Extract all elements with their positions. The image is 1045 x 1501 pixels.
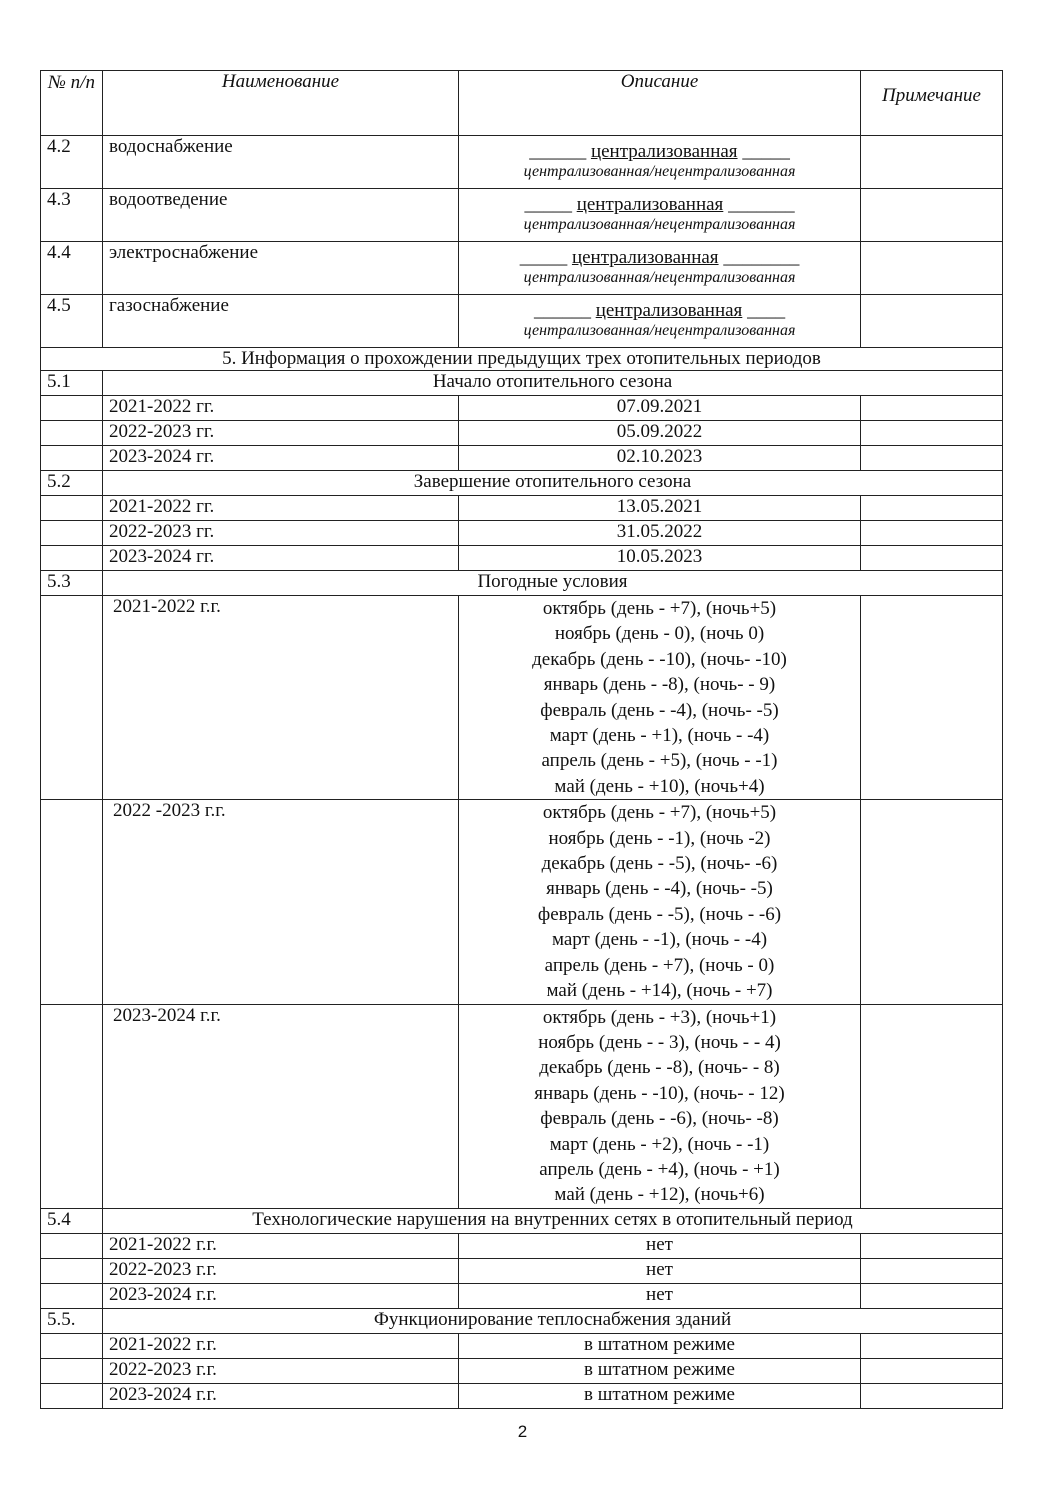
subsection-title: Начало отопительного сезона bbox=[103, 371, 1003, 396]
table-row bbox=[41, 1233, 1003, 1258]
section-5-title: 5. Информация о прохождении предыдущих трех отопительных периодов bbox=[41, 348, 1003, 371]
row-hint: централизованная/нецентрализованная bbox=[523, 269, 796, 286]
row-note bbox=[861, 295, 1003, 348]
row-value: нет bbox=[459, 1233, 861, 1258]
row-value: 31.05.2022 bbox=[459, 521, 861, 546]
weather-line: ноябрь (день - - 3), (ночь - - 4) bbox=[538, 1031, 781, 1053]
row-value: централизованная bbox=[590, 141, 738, 162]
weather-line: январь (день - -10), (ночь- - 12) bbox=[534, 1082, 785, 1104]
row-year: 2023-2024 г.г. bbox=[103, 1004, 459, 1208]
table-row bbox=[41, 295, 1003, 348]
header-num: № п/п bbox=[41, 71, 103, 136]
page-number: 2 bbox=[517, 1422, 528, 1441]
row-value: 02.10.2023 bbox=[459, 446, 861, 471]
subsection-row bbox=[41, 1308, 1003, 1333]
weather-line: май (день - +14), (ночь - +7) bbox=[546, 980, 773, 1002]
row-year: 2023-2024 г.г. bbox=[103, 1383, 459, 1408]
subsection-row bbox=[41, 471, 1003, 496]
subsection-row bbox=[41, 1208, 1003, 1233]
row-year: 2023-2024 гг. bbox=[103, 446, 459, 471]
weather-line: декабрь (день - -10), (ночь- -10) bbox=[532, 648, 787, 670]
row-value: централизованная bbox=[576, 194, 724, 215]
row-value: централизованная bbox=[571, 247, 719, 268]
table-row bbox=[41, 189, 1003, 242]
row-note bbox=[861, 136, 1003, 189]
row-description: ______ централизованная _____ централизованная/нецентрализованная bbox=[459, 136, 861, 189]
row-value: в штатном режиме bbox=[459, 1333, 861, 1358]
weather-line: февраль (день - -4), (ночь- -5) bbox=[540, 699, 779, 721]
weather-line: октябрь (день - +7), (ночь+5) bbox=[542, 802, 777, 824]
row-value: централизованная bbox=[595, 300, 743, 321]
row-year: 2022-2023 гг. bbox=[103, 521, 459, 546]
row-value: нет bbox=[459, 1283, 861, 1308]
weather-line: январь (день - -4), (ночь- -5) bbox=[546, 878, 773, 900]
row-value: в штатном режиме bbox=[459, 1358, 861, 1383]
weather-list bbox=[459, 1004, 861, 1208]
table-row bbox=[41, 496, 1003, 521]
row-note bbox=[861, 189, 1003, 242]
weather-line: апрель (день - +7), (ночь - 0) bbox=[544, 954, 775, 976]
weather-line: октябрь (день - +7), (ночь+5) bbox=[542, 598, 777, 619]
weather-row bbox=[41, 1004, 1003, 1208]
row-description: _____ централизованная ________ централизованная/нецентрализованная bbox=[459, 242, 861, 295]
row-year: 2022-2023 г.г. bbox=[103, 1258, 459, 1283]
weather-line: март (день - +1), (ночь - -4) bbox=[549, 725, 770, 747]
row-value: нет bbox=[459, 1258, 861, 1283]
table-row bbox=[41, 1383, 1003, 1408]
row-year: 2022-2023 г.г. bbox=[103, 1358, 459, 1383]
subsection-row bbox=[41, 371, 1003, 396]
weather-line: май (день - +10), (ночь+4) bbox=[554, 775, 765, 797]
weather-line: апрель (день - +5), (ночь - -1) bbox=[541, 750, 778, 772]
row-year: 2021-2022 г.г. bbox=[103, 1333, 459, 1358]
weather-line: март (день - -1), (ночь - -4) bbox=[551, 929, 768, 951]
subsection-row bbox=[41, 571, 1003, 596]
table-header-row bbox=[41, 71, 1003, 136]
row-num: 4.2 bbox=[41, 136, 103, 189]
table-row bbox=[41, 1358, 1003, 1383]
table-row bbox=[41, 446, 1003, 471]
row-hint: централизованная/нецентрализованная bbox=[523, 163, 796, 180]
row-name: водоотведение bbox=[103, 189, 459, 242]
row-year: 2022 -2023 г.г. bbox=[103, 800, 459, 1004]
row-name: газоснабжение bbox=[103, 295, 459, 348]
row-num: 4.5 bbox=[41, 295, 103, 348]
row-value: 10.05.2023 bbox=[459, 546, 861, 571]
row-year: 2021-2022 гг. bbox=[103, 496, 459, 521]
weather-line: февраль (день - -5), (ночь - -6) bbox=[537, 903, 782, 925]
row-description: _____ централизованная _______ централизованная/нецентрализованная bbox=[459, 189, 861, 242]
row-hint: централизованная/нецентрализованная bbox=[523, 216, 796, 233]
weather-line: ноябрь (день - -1), (ночь -2) bbox=[548, 827, 771, 849]
subsection-num: 5.4 bbox=[41, 1208, 103, 1233]
row-year: 2023-2024 г.г. bbox=[103, 1283, 459, 1308]
header-name: Наименование bbox=[103, 71, 459, 136]
subsection-num: 5.5. bbox=[41, 1308, 103, 1333]
row-year: 2021-2022 г.г. bbox=[103, 1233, 459, 1258]
table-row bbox=[41, 1283, 1003, 1308]
row-value: 13.05.2021 bbox=[459, 496, 861, 521]
row-year: 2021-2022 гг. bbox=[103, 396, 459, 421]
subsection-num: 5.1 bbox=[41, 371, 103, 396]
weather-line: февраль (день - -6), (ночь- -8) bbox=[540, 1108, 779, 1130]
row-description: ______ централизованная ____ централизованная/нецентрализованная bbox=[459, 295, 861, 348]
weather-list bbox=[459, 596, 861, 800]
weather-line: март (день - +2), (ночь - -1) bbox=[549, 1133, 770, 1155]
subsection-num: 5.3 bbox=[41, 571, 103, 596]
table-row bbox=[41, 136, 1003, 189]
row-name: электроснабжение bbox=[103, 242, 459, 295]
section-title-row bbox=[41, 348, 1003, 371]
row-name: водоснабжение bbox=[103, 136, 459, 189]
row-note bbox=[861, 242, 1003, 295]
table-row bbox=[41, 421, 1003, 446]
header-note: Примечание bbox=[861, 71, 1003, 136]
weather-line: октябрь (день - +3), (ночь+1) bbox=[542, 1006, 777, 1028]
weather-line: ноябрь (день - 0), (ночь 0) bbox=[554, 623, 765, 645]
table-row bbox=[41, 546, 1003, 571]
info-table bbox=[40, 70, 1003, 1409]
weather-row bbox=[41, 596, 1003, 800]
row-value: 05.09.2022 bbox=[459, 421, 861, 446]
row-year: 2022-2023 гг. bbox=[103, 421, 459, 446]
subsection-title: Технологические нарушения на внутренних сетях в отопительный период bbox=[103, 1208, 1003, 1233]
row-num: 4.3 bbox=[41, 189, 103, 242]
row-year: 2023-2024 гг. bbox=[103, 546, 459, 571]
weather-line: декабрь (день - -8), (ночь- - 8) bbox=[539, 1057, 780, 1079]
subsection-title: Завершение отопительного сезона bbox=[103, 471, 1003, 496]
row-value: 07.09.2021 bbox=[459, 396, 861, 421]
subsection-title: Погодные условия bbox=[103, 571, 1003, 596]
weather-line: декабрь (день - -5), (ночь- -6) bbox=[541, 853, 778, 875]
subsection-title: Функционирование теплоснабжения зданий bbox=[103, 1308, 1003, 1333]
row-year: 2021-2022 г.г. bbox=[103, 596, 459, 800]
weather-row bbox=[41, 800, 1003, 1004]
row-hint: централизованная/нецентрализованная bbox=[523, 322, 796, 339]
weather-line: январь (день - -8), (ночь- - 9) bbox=[543, 674, 776, 696]
subsection-num: 5.2 bbox=[41, 471, 103, 496]
row-value: в штатном режиме bbox=[459, 1383, 861, 1408]
table-row bbox=[41, 396, 1003, 421]
row-num: 4.4 bbox=[41, 242, 103, 295]
table-row bbox=[41, 521, 1003, 546]
weather-line: апрель (день - +4), (ночь - +1) bbox=[539, 1158, 780, 1180]
table-row bbox=[41, 1333, 1003, 1358]
weather-line: май (день - +12), (ночь+6) bbox=[554, 1184, 765, 1206]
table-row bbox=[41, 1258, 1003, 1283]
header-description: Описание bbox=[459, 71, 861, 136]
table-row bbox=[41, 242, 1003, 295]
weather-list bbox=[459, 800, 861, 1004]
